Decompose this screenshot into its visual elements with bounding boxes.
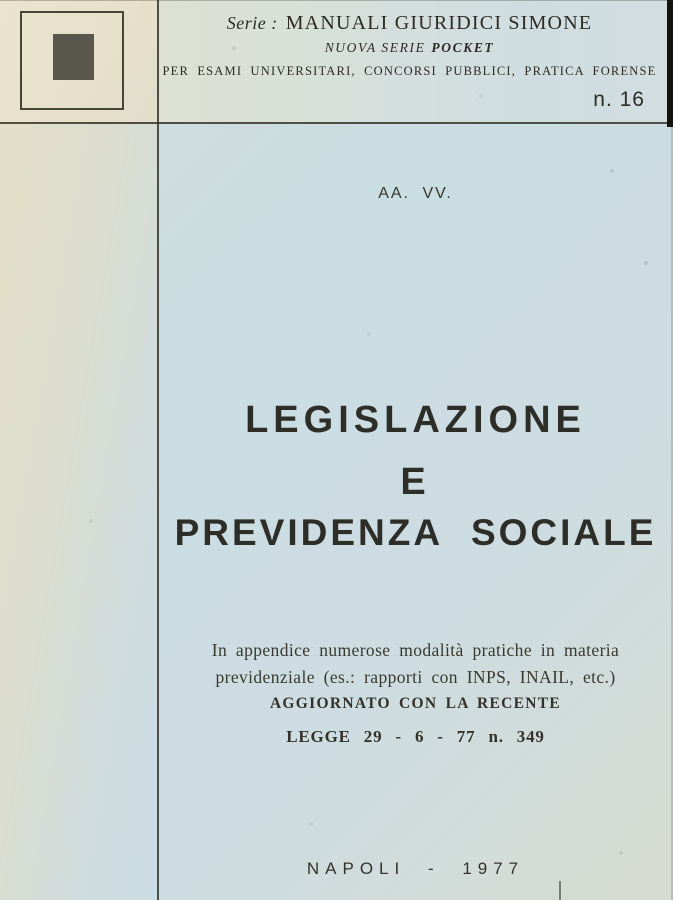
right-edge-bar: [667, 0, 673, 127]
publisher-logo: [20, 11, 124, 110]
subtitle-line-1: In appendice numerose modalità pratiche in materia: [211, 640, 620, 660]
series-prefix: Serie :: [226, 13, 278, 33]
scan-artifact-mark: [559, 881, 561, 900]
book-title-line-3: PREVIDENZA SOCIALE: [174, 512, 657, 553]
audience-line: PER ESAMI UNIVERSITARI, CONCORSI PUBBLICI, PRATICA FORENSE: [162, 64, 657, 78]
series-title: MANUALI GIURIDICI SIMONE: [285, 12, 593, 34]
issue-number: n. 16: [593, 88, 645, 111]
top-edge-line: [0, 0, 673, 1]
imprint-line: NAPOLI - 1977: [306, 859, 525, 878]
author-line: AA. VV.: [378, 185, 453, 202]
update-note: AGGIORNATO CON LA RECENTE: [269, 695, 562, 712]
paper-speckles: [0, 0, 2, 2]
book-title-line-2: E: [400, 461, 431, 503]
series-header: [160, 12, 659, 79]
law-reference: LEGGE 29 - 6 - 77 n. 349: [286, 727, 545, 746]
left-margin-strip: [0, 123, 158, 900]
book-title-line-1: LEGISLAZIONE: [245, 399, 586, 441]
spine-rule: [157, 0, 159, 900]
subseries-line: [160, 40, 659, 56]
subseries-prefix: NUOVA SERIE: [324, 40, 426, 55]
series-line: [160, 12, 659, 35]
subseries-name: POCKET: [431, 40, 495, 55]
subtitle-block: [158, 637, 673, 691]
logo-square-icon: [53, 34, 94, 80]
subtitle-line-2: previdenziale (es.: rapporti con INPS, INAIL, etc.): [215, 667, 616, 687]
header-divider: [0, 122, 673, 124]
